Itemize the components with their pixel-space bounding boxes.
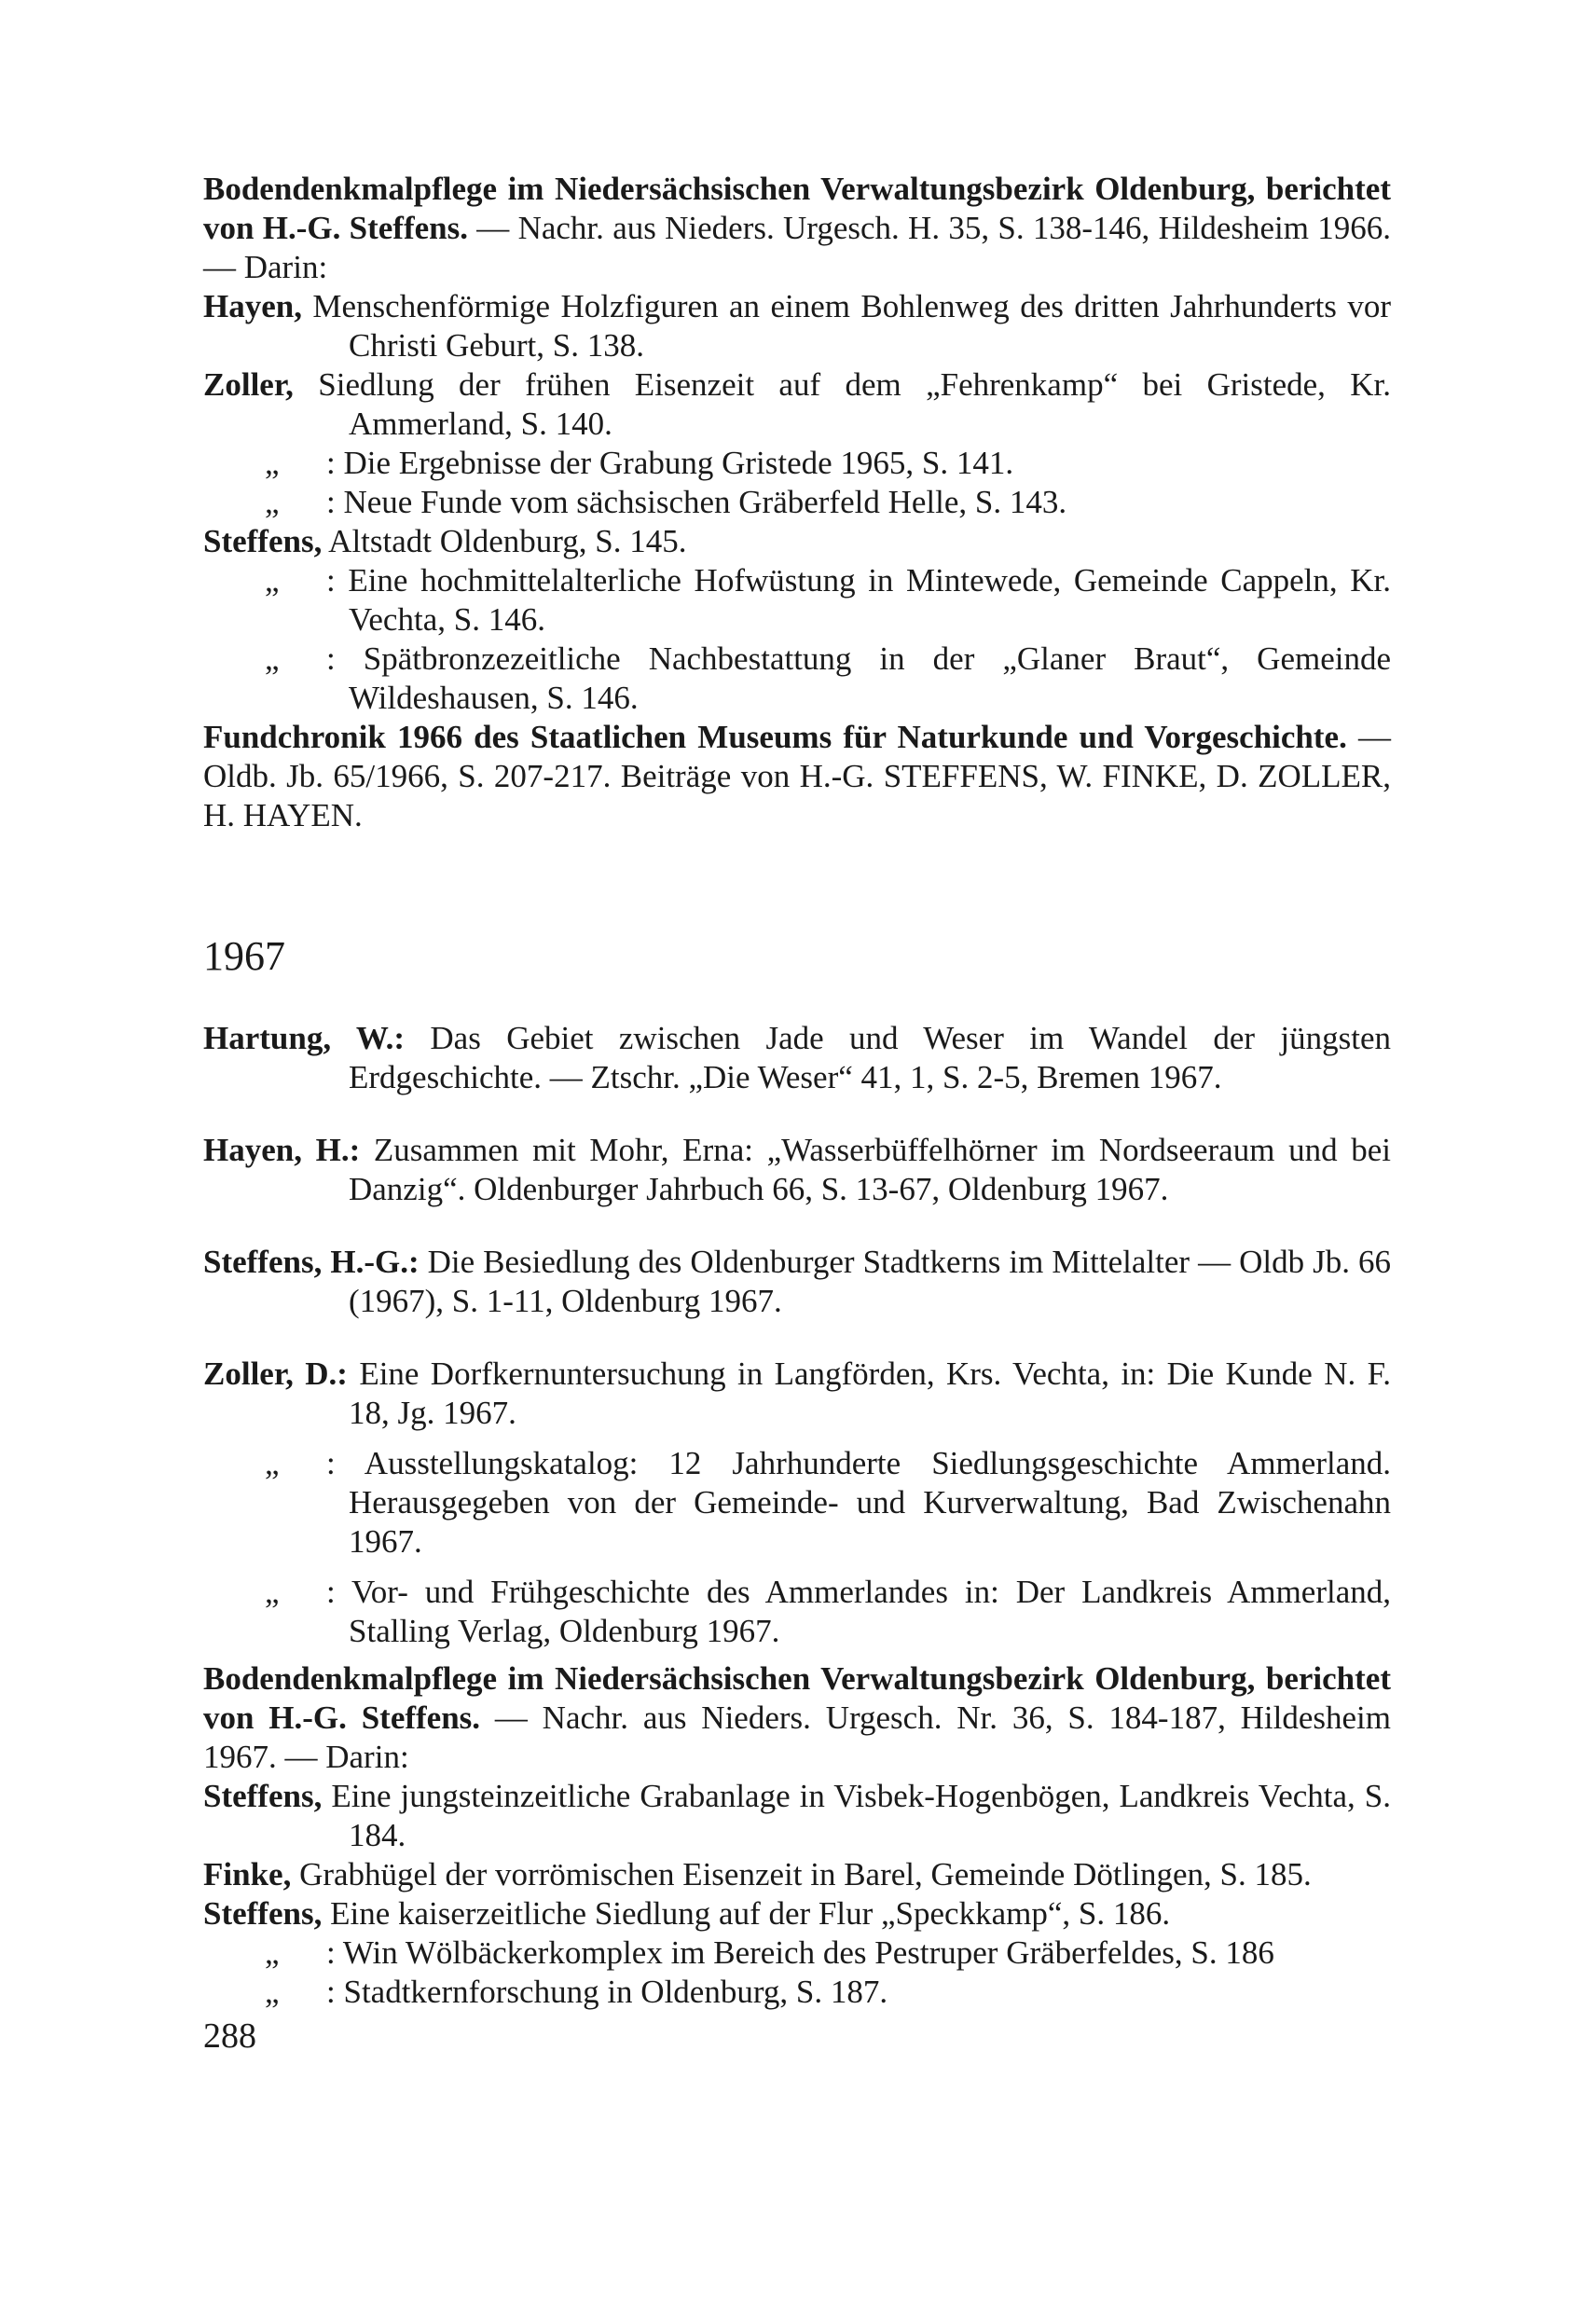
bibliography-entry — [203, 1355, 1391, 1433]
ditto-mark: „ — [265, 640, 280, 677]
entry-author: Zoller, D.: — [203, 1356, 348, 1392]
ditto-mark: „ — [265, 445, 280, 481]
item-text: Altstadt Oldenburg, S. 145. — [322, 523, 687, 559]
bibliography-entry — [203, 1131, 1391, 1209]
report-citation: — Nachr. aus Nieders. Urgesch. H. 35, S. 138-146, Hildesheim 1966. — Darin: — [203, 210, 1392, 285]
item-text: Grabhügel der vorrömischen Eisenzeit in Barel, Gemeinde Dötlingen, S. 185. — [291, 1856, 1312, 1892]
item-author: Steffens, — [203, 1778, 323, 1814]
page-number: 288 — [203, 2016, 256, 2056]
list-item — [203, 522, 1391, 561]
list-item — [203, 444, 1391, 483]
item-author: Zoller, — [203, 366, 294, 403]
ditto-mark: „ — [265, 1574, 280, 1610]
item-text: Siedlung der frühen Eisenzeit auf dem „Fehrenkamp“ bei Gristede, Kr. Ammerland, S. 140. — [293, 366, 1391, 442]
list-item — [203, 287, 1391, 365]
entry-author: Hayen, H.: — [203, 1132, 361, 1168]
item-author: Steffens, — [203, 1895, 323, 1932]
entry-text: Das Gebiet zwischen Jade und Weser im Wandel der jüngsten Erdgeschichte. — Ztschr. „Die Weser“ 41, 1, S. 2-5, Bremen 1967. — [349, 1020, 1391, 1095]
list-item — [203, 365, 1391, 444]
list-item — [203, 483, 1391, 522]
year-heading: 1967 — [203, 933, 285, 979]
fundchronik-block — [203, 718, 1391, 835]
report-title: Bodendenkmalpflege im Niedersächsischen Verwaltungsbezirk Oldenburg, berichtet von H.-G. Steffens. — [203, 171, 1391, 246]
ditto-mark: „ — [265, 562, 280, 599]
item-text: : Win Wölbäckerkomplex im Bereich des Pestruper Gräberfeldes, S. 186 — [326, 1934, 1274, 1971]
list-item — [203, 640, 1391, 718]
list-item — [203, 1444, 1391, 1562]
list-item — [203, 1573, 1391, 1651]
list-item — [203, 1934, 1391, 1973]
entry-text: Zusammen mit Mohr, Erna: „Wasserbüffelhörner im Nordseeraum und bei Danzig“. Oldenburger Jahrbuch 66, S. 13-67, Oldenburg 1967. — [349, 1132, 1391, 1207]
item-author: Finke, — [203, 1856, 292, 1892]
item-text: Menschenförmige Holzfiguren an einem Bohlenweg des dritten Jahrhunderts vor Christi Geburt, S. 138. — [301, 288, 1391, 364]
entry-text: Die Besiedlung des Oldenburger Stadtkerns im Mittelalter — Oldb Jb. 66 (1967), S. 1-11, Oldenburg 1967. — [349, 1244, 1391, 1319]
item-text: Eine kaiserzeitliche Siedlung auf der Flur „Speckkamp“, S. 186. — [322, 1895, 1171, 1932]
item-text: : Neue Funde vom sächsischen Gräberfeld Helle, S. 143. — [326, 484, 1067, 520]
fundchronik-entry — [203, 718, 1391, 835]
item-text: : Spätbronzezeitliche Nachbestattung in der „Glaner Braut“, Gemeinde Wildeshausen, S. 146. — [326, 640, 1391, 716]
entry-hayen — [203, 1131, 1391, 1209]
list-item — [203, 1894, 1391, 1934]
entry-steffens — [203, 1243, 1391, 1321]
report-citation: — Nachr. aus Nieders. Urgesch. Nr. 36, S. 184-187, Hildesheim 1967. — Darin: — [203, 1700, 1392, 1775]
list-item — [203, 561, 1391, 640]
item-text: : Vor- und Frühgeschichte des Ammerlandes in: Der Landkreis Ammerland, Stalling Verlag, Oldenburg 1967. — [326, 1574, 1391, 1649]
item-text: : Eine hochmittelalterliche Hofwüstung in Mintewede, Gemeinde Cappeln, Kr. Vechta, S. 146. — [326, 562, 1391, 638]
ditto-mark: „ — [265, 1974, 280, 2010]
list-item — [203, 1777, 1391, 1855]
report-heading — [203, 170, 1391, 287]
list-item — [203, 1855, 1391, 1894]
ditto-mark: „ — [265, 1934, 280, 1971]
item-text: : Stadtkernforschung in Oldenburg, S. 187. — [326, 1974, 888, 2010]
ditto-mark: „ — [265, 484, 280, 520]
ditto-mark: „ — [265, 1445, 280, 1481]
bibliography-entry — [203, 1019, 1391, 1097]
list-item — [203, 1973, 1391, 2012]
entry-text: Eine Dorfkernuntersuchung in Langförden, Krs. Vechta, in: Die Kunde N. F. 18, Jg. 1967. — [347, 1356, 1391, 1431]
item-text: : Ausstellungskatalog: 12 Jahrhunderte Siedlungsgeschichte Ammerland. Herausgegeben von der Gemeinde- und Kurverwaltung, Bad Zwischenahn 1967. — [326, 1445, 1391, 1560]
item-author: Steffens, — [203, 523, 323, 559]
report-heading — [203, 1659, 1391, 1777]
report-block-1967 — [203, 1659, 1391, 2012]
report-title: Bodendenkmalpflege im Niedersächsischen Verwaltungsbezirk Oldenburg, berichtet von H.-G. Steffens. — [203, 1660, 1391, 1736]
fundchronik-citation: — Oldb. Jb. 65/1966, S. 207-217. Beiträge von H.-G. STEFFENS, W. FINKE, D. ZOLLER, H. HAYEN. — [203, 719, 1391, 833]
bibliography-entry — [203, 1243, 1391, 1321]
entry-author: Steffens, H.-G.: — [203, 1244, 420, 1280]
item-author: Hayen, — [203, 288, 302, 324]
fundchronik-title: Fundchronik 1966 des Staatlichen Museums für Naturkunde und Vorgeschichte. — [203, 719, 1347, 755]
item-text: Eine jungsteinzeitliche Grabanlage in Visbek-Hogenbögen, Landkreis Vechta, S. 184. — [322, 1778, 1391, 1853]
entry-zoller — [203, 1355, 1391, 1651]
item-text: : Die Ergebnisse der Grabung Gristede 1965, S. 141. — [326, 445, 1014, 481]
entry-author: Hartung, W.: — [203, 1020, 406, 1056]
entry-hartung — [203, 1019, 1391, 1097]
report-block-1966 — [203, 170, 1391, 718]
